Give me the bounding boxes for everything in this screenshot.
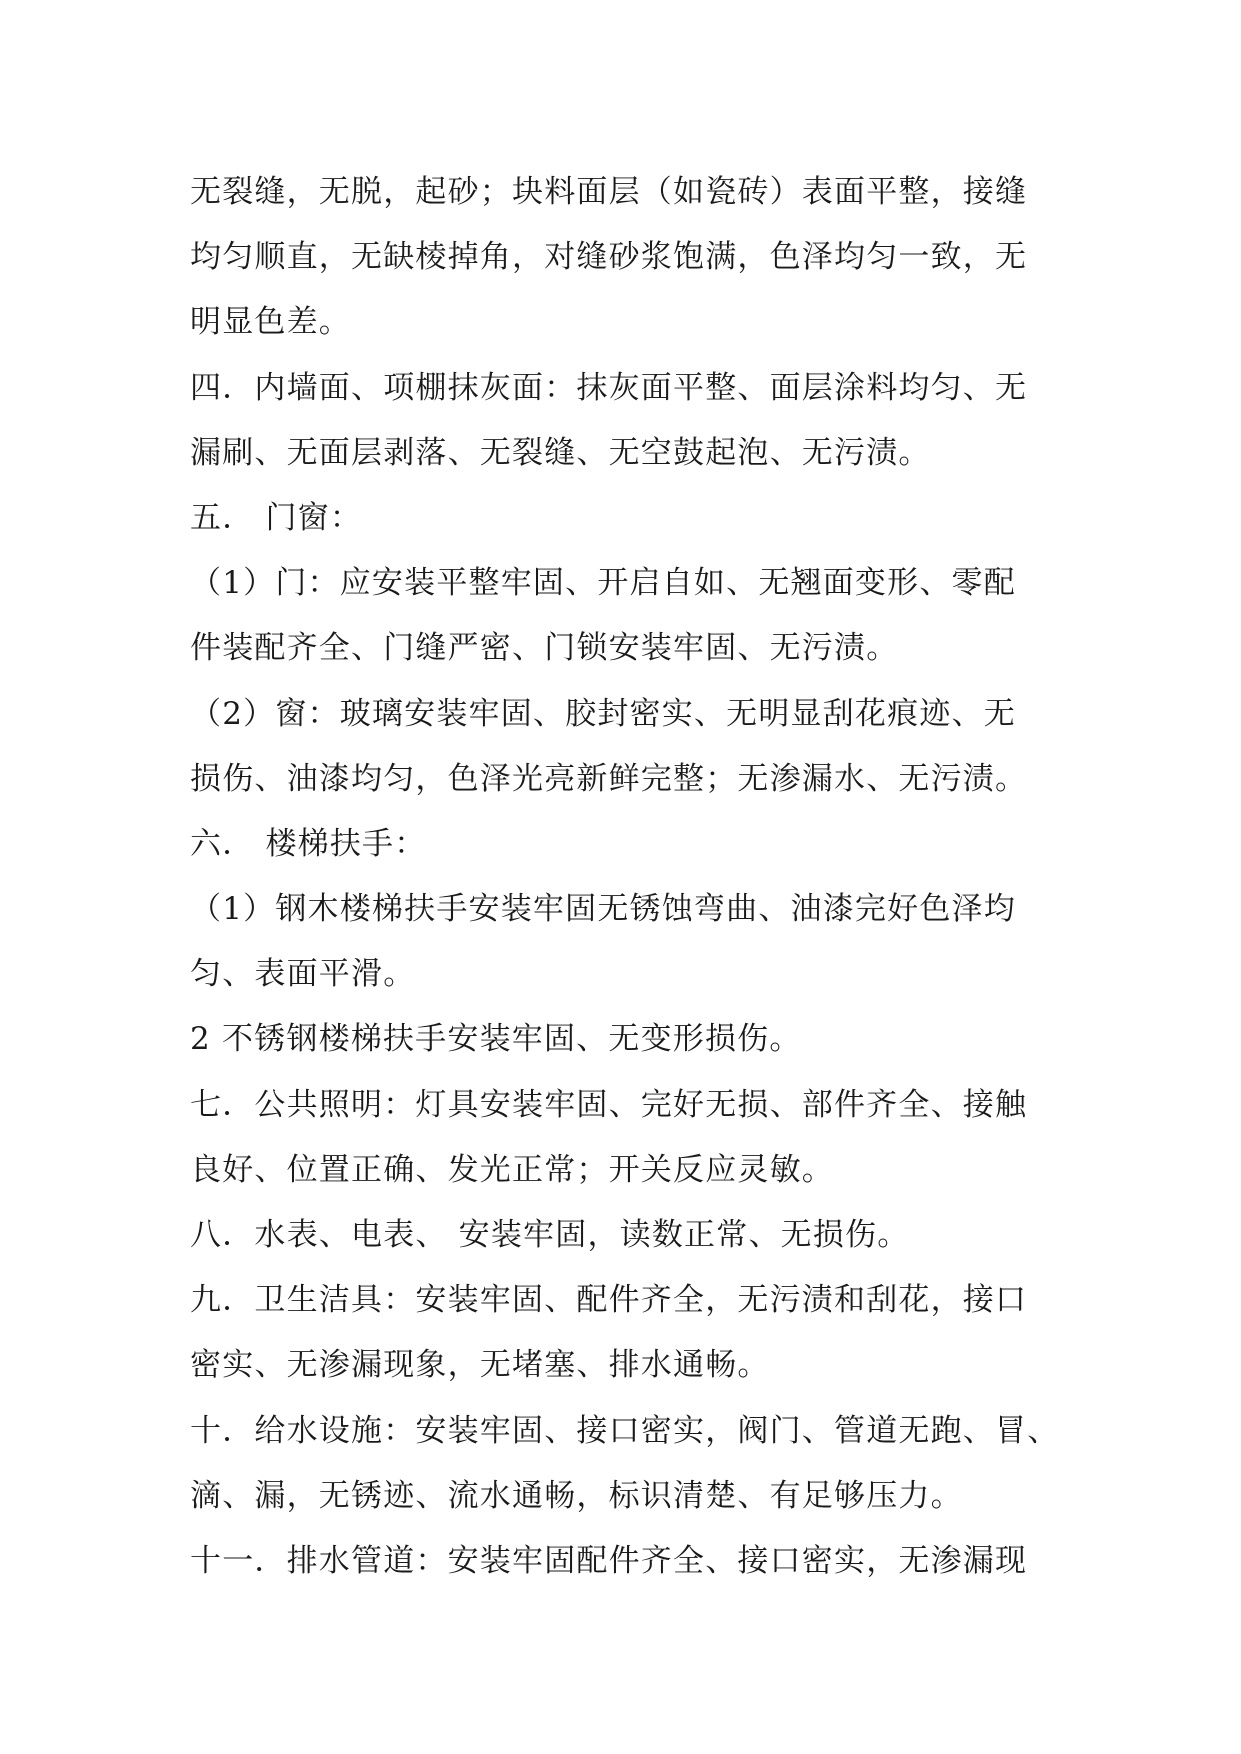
text-line: 良好、位置正确、发光正常；开关反应灵敏。 — [190, 1151, 834, 1188]
text-line: 均匀顺直，无缺棱掉角，对缝砂浆饱满，色泽均匀一致，无 — [190, 239, 1028, 276]
text-line: 无裂缝，无脱，起砂；块料面层（如瓷砖）表面平整，接缝 — [190, 174, 1028, 210]
section-heading-line: 九．卫生洁具：安装牢固、配件齐全，无污渍和刮花，接口 — [190, 1282, 1028, 1319]
section-heading-line: 七．公共照明：灯具安装牢固、完好无损、部件齐全、接触 — [190, 1086, 1028, 1123]
document-body — [190, 160, 1070, 1594]
section-heading-line: 五． 门窗： — [190, 499, 363, 536]
text-line: 密实、无渗漏现象，无堵塞、排水通畅。 — [190, 1347, 770, 1384]
section-heading-line: 十一．排水管道：安装牢固配件齐全、接口密实，无渗漏现 — [190, 1542, 1028, 1579]
text-line: 件装配齐全、门缝严密、门锁安装牢固、无污渍。 — [190, 630, 899, 667]
text-line: （2）窗：玻璃安装牢固、胶封密实、无明显刮花痕迹、无 — [190, 695, 1016, 732]
text-line: 漏刷、无面层剥落、无裂缝、无空鼓起泡、无污渍。 — [190, 434, 931, 471]
section-heading-line: 四．内墙面、项棚抹灰面：抹灰面平整、面层涂料均匀、无 — [190, 369, 1028, 406]
text-line: 明显色差。 — [190, 304, 351, 341]
text-line: 损伤、油漆均匀，色泽光亮新鲜完整；无渗漏水、无污渍。 — [190, 760, 1028, 797]
text-line: （1）门：应安装平整牢固、开启自如、无翘面变形、零配 — [190, 565, 1016, 602]
text-line: 匀、表面平滑。 — [190, 956, 416, 993]
section-heading-line: 十．给水设施：安装牢固、接口密实，阀门、管道无跑、冒、 — [190, 1412, 1060, 1449]
text-line: 2 不锈钢楼梯扶手安装牢固、无变形损伤。 — [190, 1021, 802, 1058]
text-line: 滴、漏，无锈迹、流水通畅，标识清楚、有足够压力。 — [190, 1477, 963, 1514]
section-heading-line: 八．水表、电表、 安装牢固，读数正常、无损伤。 — [190, 1217, 910, 1253]
text-line: （1）钢木楼梯扶手安装牢固无锈蚀弯曲、油漆完好色泽均 — [190, 891, 1016, 928]
section-heading-line: 六． 楼梯扶手： — [190, 825, 427, 862]
